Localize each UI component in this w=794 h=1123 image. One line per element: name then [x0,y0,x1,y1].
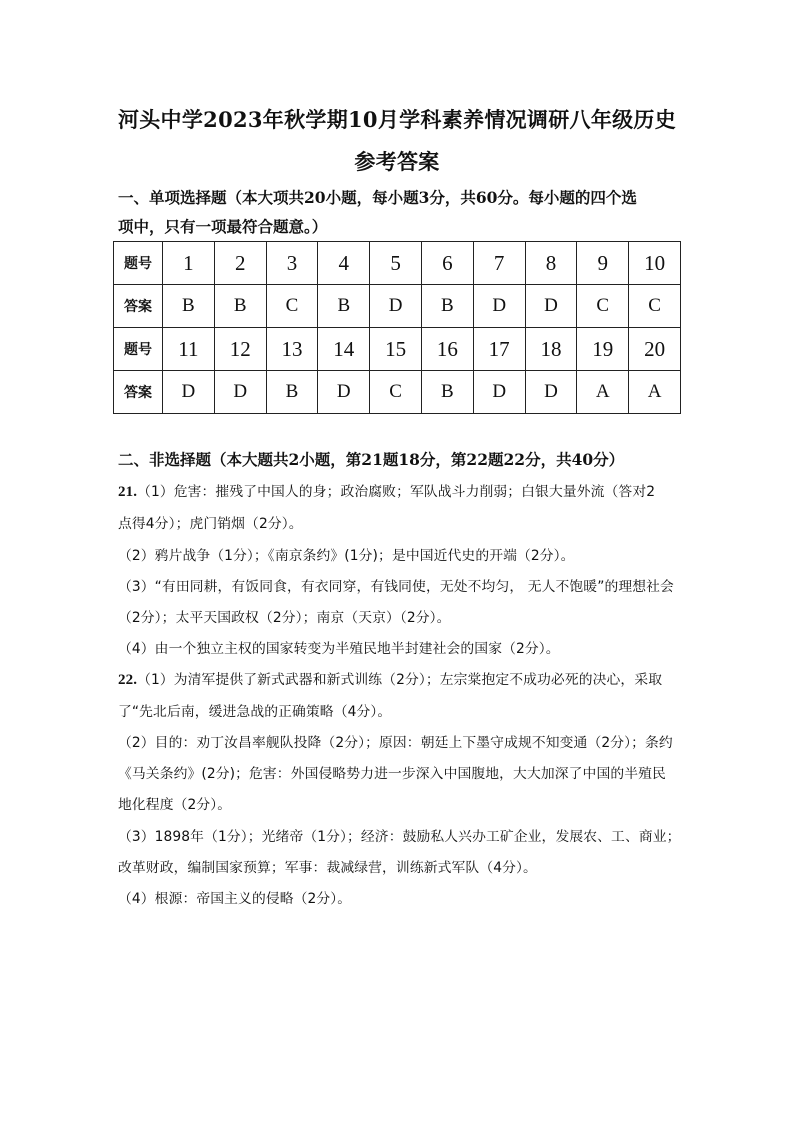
question-number: 2 [214,242,266,285]
answer-letter: B [266,371,318,414]
table-row-answers-1 [114,285,681,328]
question-number: 18 [525,328,577,371]
q22-line-4: 《马关条约》(2分)；危害：外国侵略势力进一步深入中国腹地，大大加深了中国的半殖民 [118,766,666,782]
q22-line-2: 了“先北后南，缓进急战的正确策略（4分）。 [118,704,392,720]
question-number: 14 [318,328,370,371]
table-row-numbers-2 [114,328,681,371]
table-row-answers-2 [114,371,681,414]
q21-line-2: 点得4分）；虎门销烟（2分）。 [118,516,303,532]
q22-line-3: （2）目的：劝丁汝昌率舰队投降（2分）；原因：朝廷上下墨守成规不知变通（2分）；条约 [118,735,673,751]
question-number: 1 [163,242,215,285]
section1-heading-line1: 一、单项选择题（本大项共20小题，每小题3分，共60分。每小题的四个选 [118,188,637,207]
answer-letter: D [525,285,577,328]
answer-letter: D [318,371,370,414]
document-title: 河头中学2023年秋学期10月学科素养情况调研八年级历史 [117,107,677,132]
answer-letter: B [214,285,266,328]
answer-letter: C [577,285,629,328]
question-number: 11 [163,328,215,371]
answer-letter: B [163,285,215,328]
answer-letter: D [214,371,266,414]
q22-line-8: （4）根源：帝国主义的侵略（2分）。 [118,891,352,907]
question-number: 12 [214,328,266,371]
document-subtitle: 参考答案 [354,149,440,174]
q22-line-1 [118,668,688,689]
question-number: 19 [577,328,629,371]
question-number: 5 [370,242,422,285]
table-row-numbers-1 [114,242,681,285]
answer-letter: D [163,371,215,414]
row-label-question: 题号 [114,328,163,371]
q22-line-6: （3）1898年（1分）；光绪帝（1分）；经济：鼓励私人兴办工矿企业，发展农、工、商业； [118,829,681,845]
answer-letter: B [421,285,473,328]
section1-heading-line2: 项中，只有一项最符合题意。） [118,217,328,236]
question-number: 6 [421,242,473,285]
q21-number: 21. [118,484,138,500]
q21-text-1: （1）危害：摧残了中国人的身；政治腐败；军队战斗力削弱；白银大量外流（答对2 [137,484,656,500]
section2-heading: 二、非选择题（本大题共2小题，第21题18分，第22题22分，共40分） [118,450,625,469]
q22-line-5: 地化程度（2分）。 [118,797,232,813]
q21-line-5: （2分）；太平天国政权（2分）；南京（天京）（2分）。 [118,610,451,626]
answer-letter: C [266,285,318,328]
answer-letter: D [473,285,525,328]
question-number: 10 [629,242,681,285]
answer-letter: C [629,285,681,328]
q22-number: 22. [118,672,138,688]
answer-letter: D [370,285,422,328]
question-number: 15 [370,328,422,371]
question-number: 16 [421,328,473,371]
answer-letter: C [370,371,422,414]
question-number: 17 [473,328,525,371]
q22-text-1: （1）为清军提供了新式武器和新式训练（2分）；左宗棠抱定不成功必死的决心，采取 [137,672,663,688]
q21-line-6: （4）由一个独立主权的国家转变为半殖民地半封建社会的国家（2分）。 [118,641,560,657]
question-number: 13 [266,328,318,371]
q22-line-7: 改革财政，编制国家预算；军事：裁减绿营，训练新式军队（4分）。 [118,860,537,876]
answer-letter: D [525,371,577,414]
q21-line-4: （3）“有田同耕，有饭同食，有衣同穿，有钱同使，无处不均匀， 无人不饱暖”的理想社会 [118,579,674,595]
section1-heading [118,183,678,241]
question-number: 9 [577,242,629,285]
question-number: 4 [318,242,370,285]
answer-letter: D [473,371,525,414]
q21-line-3: （2）鸦片战争（1分）；《南京条约》(1分)；是中国近代史的开端（2分）。 [118,548,575,564]
row-label-question: 题号 [114,242,163,285]
answer-letter: B [318,285,370,328]
question-number: 8 [525,242,577,285]
answer-letter: A [629,371,681,414]
q21-line-1 [118,480,688,501]
question-number: 3 [266,242,318,285]
answer-letter: A [577,371,629,414]
answer-letter: B [421,371,473,414]
question-number: 7 [473,242,525,285]
question-number: 20 [629,328,681,371]
answer-table [113,241,681,414]
row-label-answer: 答案 [114,285,163,328]
row-label-answer: 答案 [114,371,163,414]
